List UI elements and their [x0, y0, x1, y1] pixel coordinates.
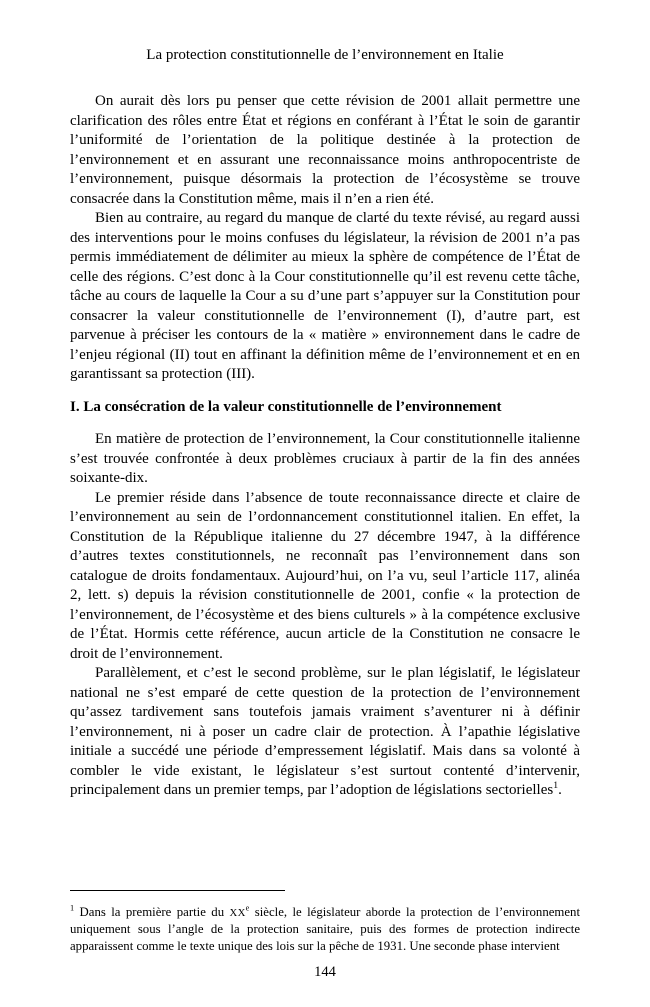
paragraph-2: Bien au contraire, au regard du manque de clarté du texte révisé, au regard aussi des interventions pour le moins confuses du législateur, la révision de 2001 n’a pas permis immédiatement de délimiter au mieux la sphère de compétence de l’État de celle des régions. C’est donc à la Cour constitutionnelle qu’il est revenu cette tâche, tâche au cours de laquelle la Cour a su d’une part s’appuyer sur la Constitution pour consacrer la valeur constitutionnelle de l’environnement (I), d’autre part, est parvenue à préciser les contours de la « matière » environnement dans le cadre de l’enjeu régional (II) tout en affinant la définition même de l’environnement et en en garantissant sa protection (III).	[70, 210, 580, 382]
paragraph-text: Parallèlement, et c’est le second problème, sur le plan législatif, le législateur national ne s’est emparé de cette question de la protection de l’environnement qu’assez tardivement sans toutefois jamais vraiment s’aventurer ni à définir l’environnement, ni à poser un cadre clair de protection. À l’apathie législative initiale a succédé une période d’empressement législatif. Mais dans sa volonté à combler le vide existant, le législateur s’est surtout contenté d’intervenir, principalement dans un premier temps, par l’adoption de législations sectorielles	[70, 665, 580, 798]
paragraph-5	[70, 664, 580, 801]
footnote-area	[70, 890, 580, 954]
paragraph-4: Le premier réside dans l’absence de toute reconnaissance directe et claire de l’environnement au sein de l’ordonnancement constitutionnel italien. En effet, la Constitution de la République italienne du 27 décembre 1947, à la différence d’autres textes constitutionnels, ne reconnaît pas l’environnement dans son catalogue de droits fondamentaux. Aujourd’hui, on l’a vu, seul l’article 117, alinéa 2, lett. s) depuis la révision constitutionnelle de 2001, confie « la protection de l’environnement, de l’écosystème et des biens culturels » à la compétence exclusive de l’État. Hormis cette référence, aucun article de la Constitution ne consacre le droit de l’environnement.	[70, 489, 580, 662]
footnote-marker: 1	[70, 903, 75, 913]
footnote-1	[70, 904, 580, 954]
footnote-text: Dans la première partie du	[74, 904, 230, 919]
page-number: 144	[314, 964, 336, 980]
section-heading-1: I. La consécration de la valeur constitutionnelle de l’environnement	[70, 398, 502, 415]
running-header: La protection constitutionnelle de l’environnement en Italie	[146, 47, 504, 63]
body-text	[70, 92, 580, 801]
footnote-separator-rule	[70, 890, 285, 891]
paragraph-3: En matière de protection de l’environnement, la Cour constitutionnelle italienne s’est trouvée confrontée à deux problèmes cruciaux à partir de la fin des années soixante-dix.	[70, 431, 580, 486]
paragraph-1: On aurait dès lors pu penser que cette révision de 2001 allait permettre une clarification des rôles entre État et régions en conférant à l’État le soin de garantir l’uniformité de l’orientation de la politique destinée à la protection de l’environnement et en assurant une reconnaissance moins anthropocentriste de l’environnement, puisque désormais la protection de l’écosystème se trouve consacrée dans la Constitution même, mais il n’en a rien été.	[70, 93, 580, 207]
footnote-century-ordinal: e	[245, 903, 250, 913]
footnote-reference: 1	[553, 780, 559, 791]
footnote-century: XX	[229, 906, 246, 919]
paragraph-text: .	[558, 782, 562, 798]
footnote-text: siècle, le législateur aborde la protection de l’environnement uniquement sous l’angle de la protection sanitaire, puis des formes de protection indirecte apparaissent comme le texte unique des lois sur la pêche de 1931. Une seconde phase intervient	[70, 904, 580, 953]
